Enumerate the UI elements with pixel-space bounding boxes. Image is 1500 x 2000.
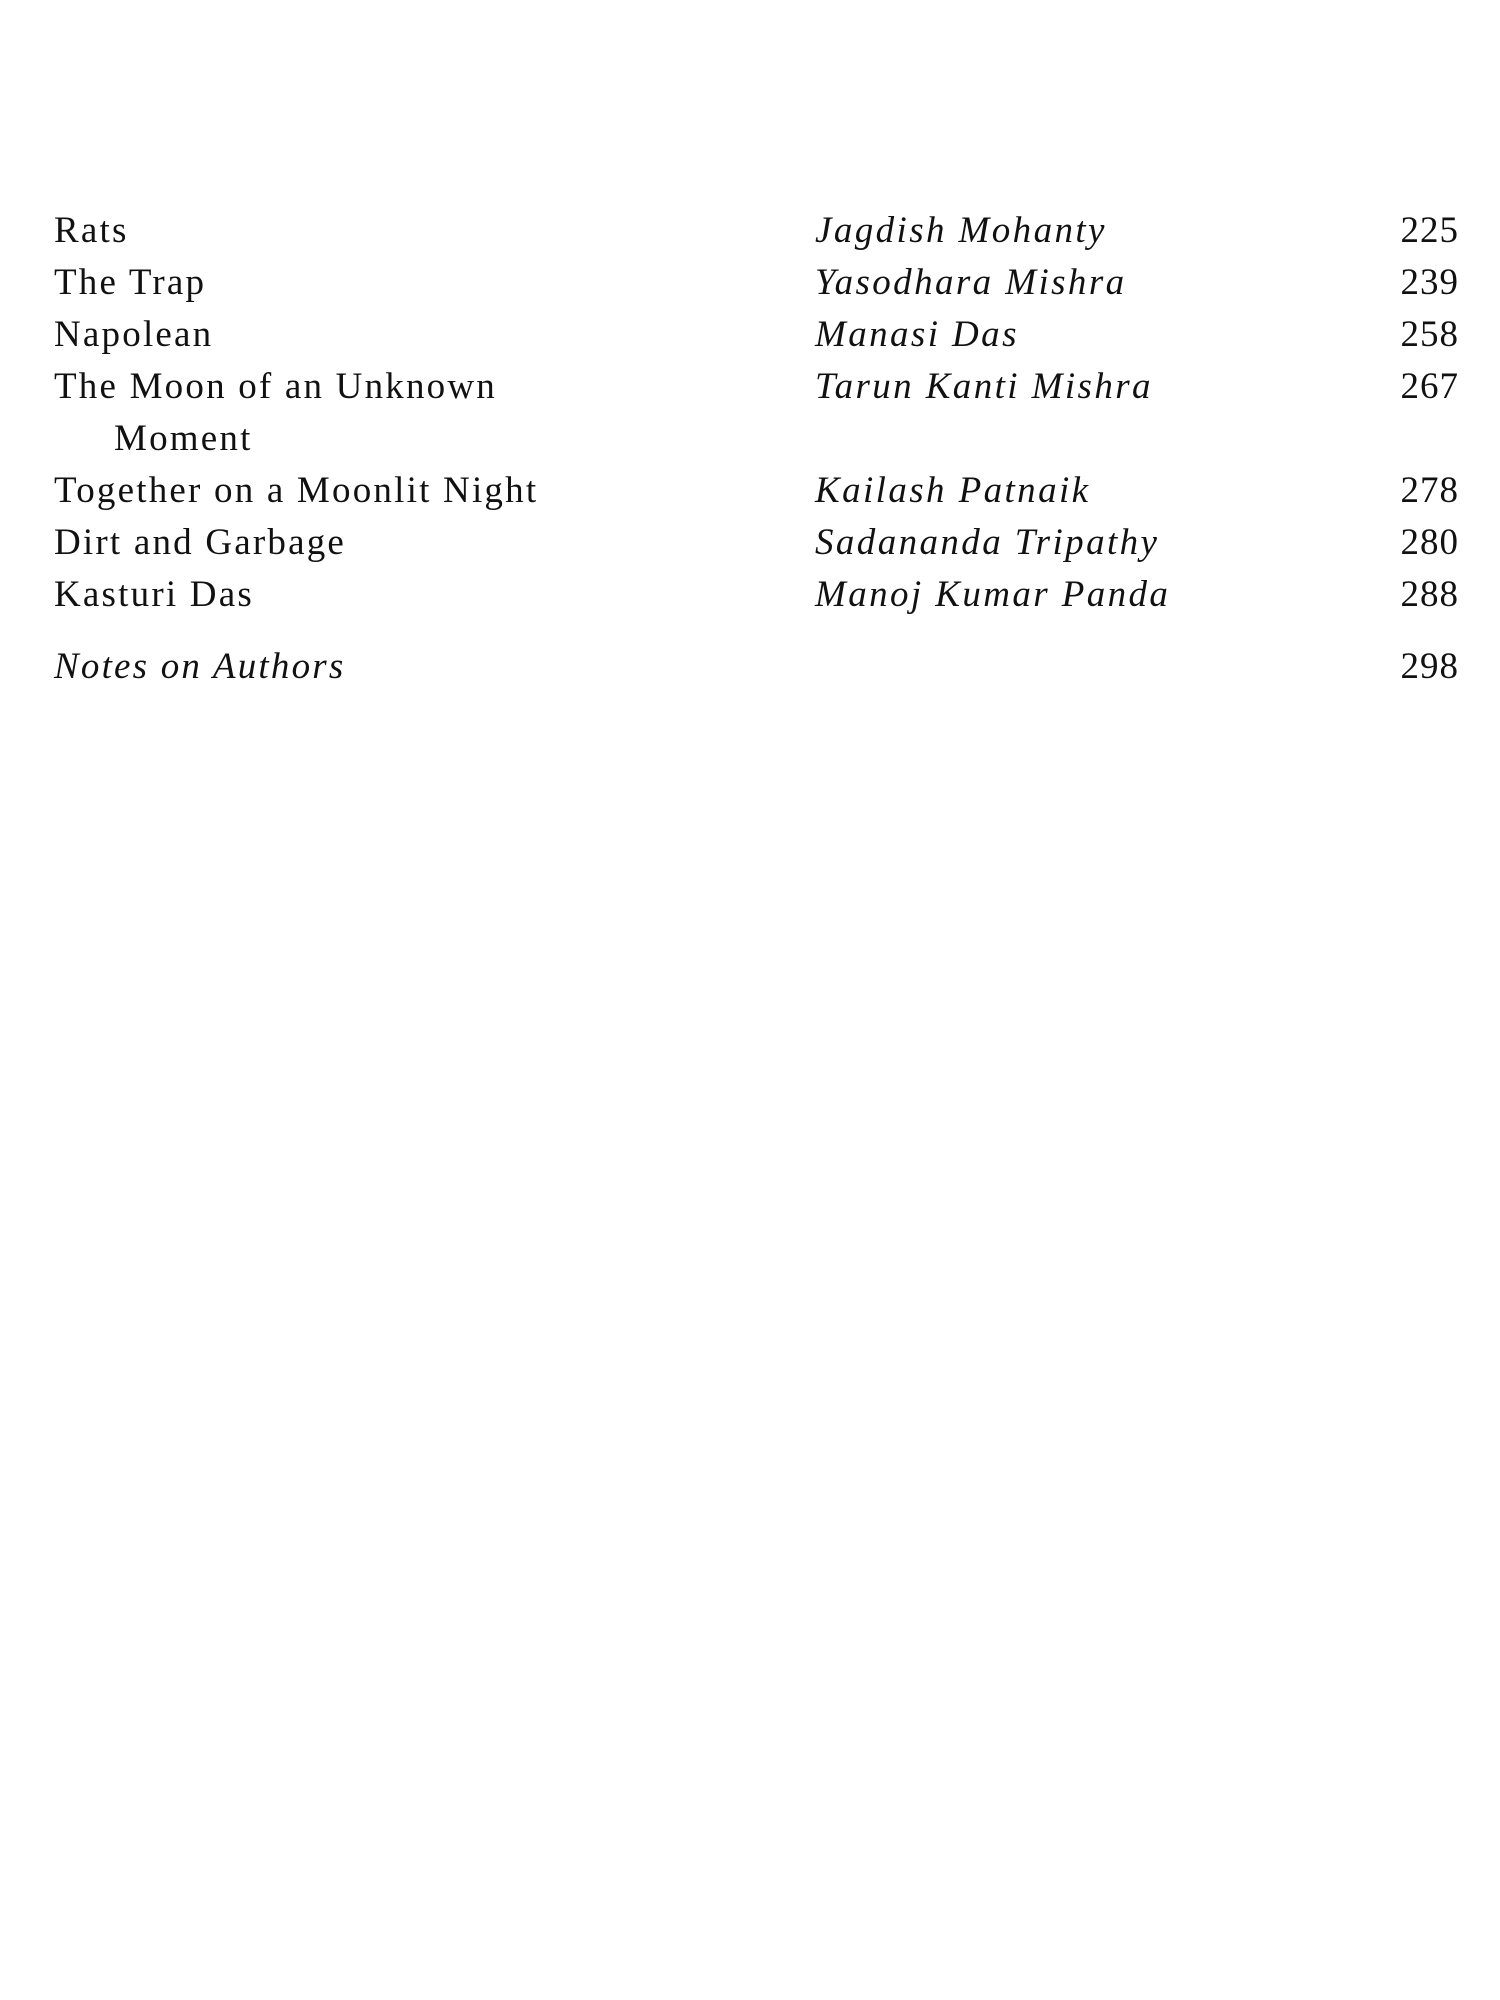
page-number: 258 xyxy=(1400,314,1459,355)
toc-entry xyxy=(54,517,1459,569)
toc-entry xyxy=(54,257,1459,309)
toc-entry xyxy=(54,205,1459,257)
toc-entry xyxy=(54,465,1459,517)
story-author: Kailash Patnaik xyxy=(815,470,1091,511)
story-title: Dirt and Garbage xyxy=(54,522,347,563)
story-title: The Trap xyxy=(54,262,207,303)
story-author: Jagdish Mohanty xyxy=(815,210,1107,251)
story-title: Kasturi Das xyxy=(54,574,254,615)
story-author: Sadananda Tripathy xyxy=(815,522,1160,563)
page-number: 298 xyxy=(1400,646,1459,687)
toc-entry xyxy=(54,361,1459,465)
story-author: Yasodhara Mishra xyxy=(815,262,1127,303)
page-number: 288 xyxy=(1400,574,1459,615)
page-number: 278 xyxy=(1400,470,1459,511)
story-author: Manoj Kumar Panda xyxy=(815,574,1171,615)
story-title-line-2: Moment xyxy=(114,418,253,459)
story-author: Tarun Kanti Mishra xyxy=(815,366,1153,407)
toc-entry xyxy=(54,569,1459,621)
story-title xyxy=(54,361,497,465)
story-title: Rats xyxy=(54,210,129,251)
page-number: 225 xyxy=(1400,210,1459,251)
notes-title: Notes on Authors xyxy=(54,646,346,687)
story-author: Manasi Das xyxy=(815,314,1019,355)
notes-entry xyxy=(54,641,1459,693)
story-title: Together on a Moonlit Night xyxy=(54,470,539,511)
toc-entry xyxy=(54,309,1459,361)
page-number: 280 xyxy=(1400,522,1459,563)
table-of-contents xyxy=(54,205,1459,693)
story-title-line-1: The Moon of an Unknown xyxy=(54,366,498,407)
page-number: 267 xyxy=(1400,366,1459,407)
page-number: 239 xyxy=(1400,262,1459,303)
story-title: Napolean xyxy=(54,314,214,355)
